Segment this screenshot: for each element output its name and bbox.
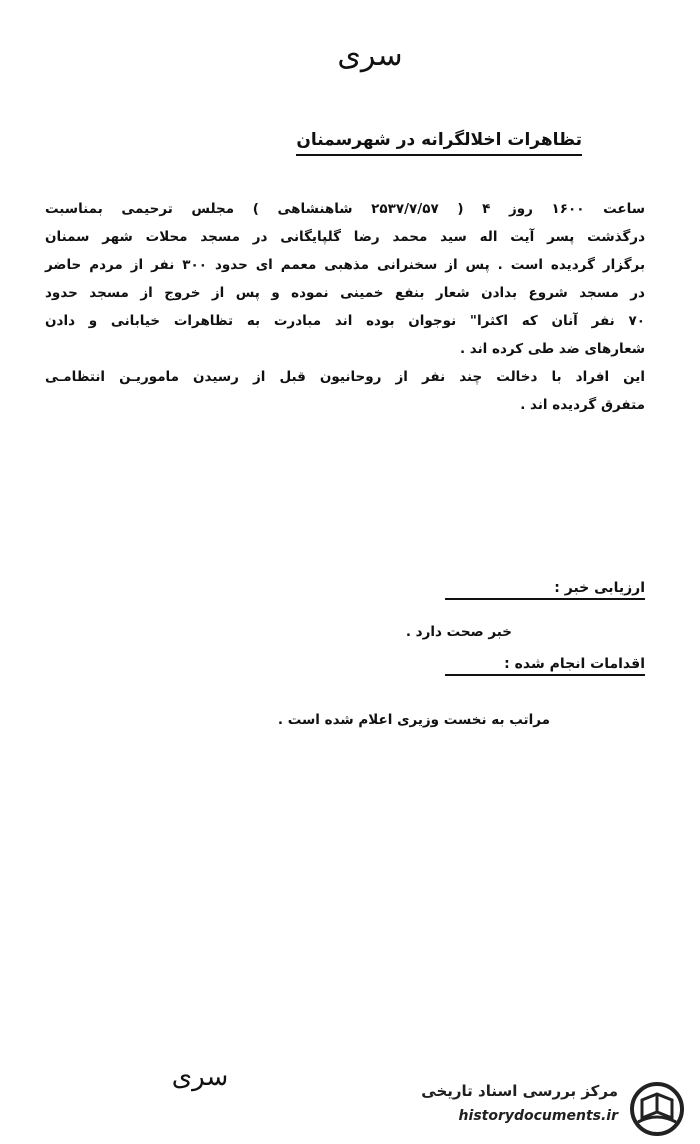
report-line: درگذشت پسر آیت اله سید محمد رضا گلپایگانی در مسجد محلات شهر سمنان (45, 229, 645, 245)
classification-stamp-top: سری (337, 38, 403, 73)
report-line: ساعت ۱۶۰۰ روز ۴ ( ۲۵۳۷/۷/۵۷ شاهنشاهی ) مجلس ترحیمی بمناسبت (45, 201, 645, 217)
classification-stamp-bottom: سری (171, 1062, 229, 1092)
open-book-logo-icon (628, 1082, 686, 1136)
report-line: در مسجد شروع بدادن شعار بنفع خمینی نموده و پس از خروج از مسجد حدود (45, 285, 645, 301)
actions-value: مراتب به نخست وزیری اعلام شده است . (277, 712, 550, 728)
assessment-label: ارزیابی خبر : (445, 580, 645, 600)
report-body (45, 195, 645, 419)
report-title: تظاهرات اخلالگرانه در شهرسمنان (296, 130, 582, 156)
report-line: شعارهای ضد طی کرده اند . (459, 341, 645, 357)
watermark-org-name: مرکز بررسی اسناد تاریخی (421, 1082, 618, 1100)
report-line: این افراد با دخالت چند نفر از روحانیون قبل از رسیدن ماموریـن انتظامـی (45, 369, 645, 385)
assessment-value: خبر صحت دارد . (405, 624, 512, 640)
report-line: متفرق گردیده اند . (520, 397, 645, 413)
report-line: برگزار گردیده است . پس از سخنرانی مذهبی معمم ای حدود ۳۰۰ نفر از مردم حاضر (45, 257, 646, 273)
watermark-website: historydocuments.ir (458, 1108, 618, 1124)
report-line: ۷۰ نفر آنان که اکثرا" نوجوان بوده اند مبادرت به تظاهرات خیابانی و دادن (45, 313, 645, 329)
archive-watermark (412, 1080, 692, 1138)
actions-label: اقدامات انجام شده : (445, 656, 645, 676)
